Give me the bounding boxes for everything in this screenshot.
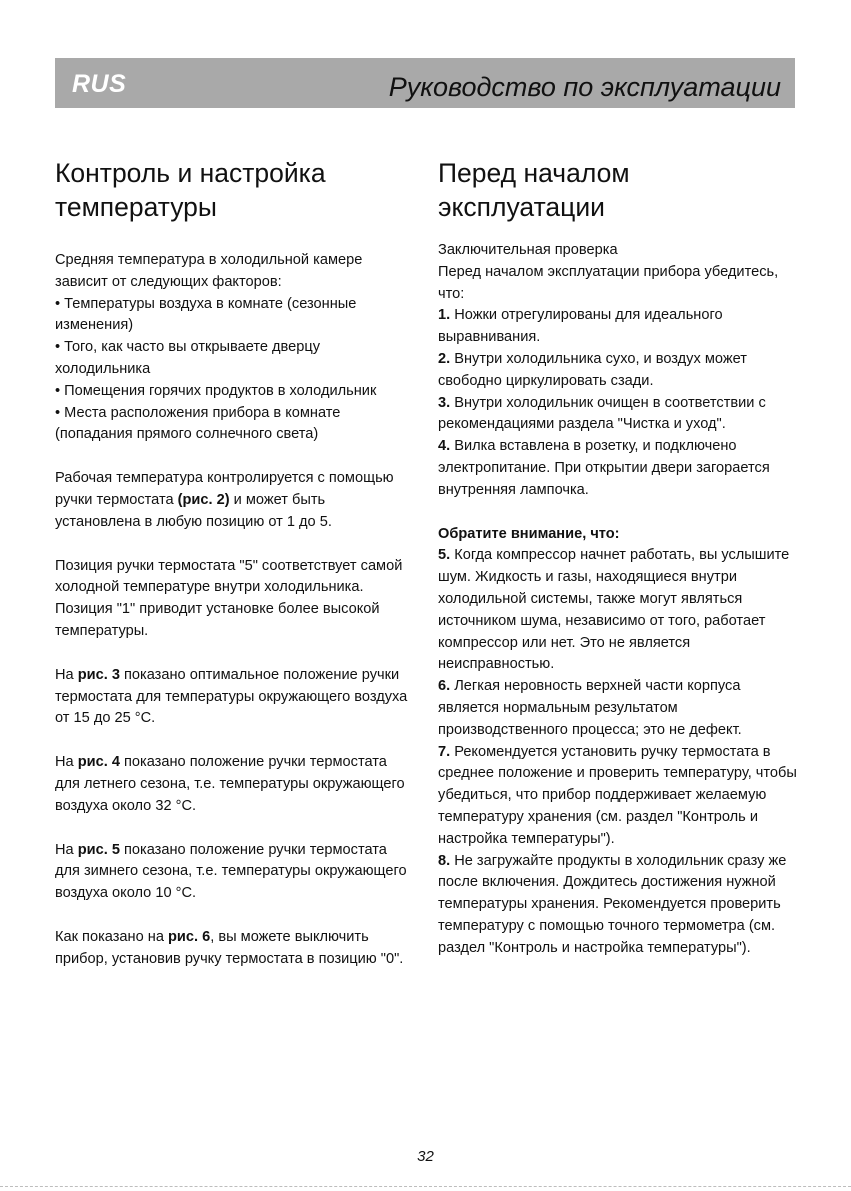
factor-item: • Температуры воздуха в комнате (сезонные изменения) bbox=[55, 295, 357, 334]
figure-reference: рис. 5 bbox=[77, 841, 120, 858]
note-item: 6. Легкая неровность верхней части корпуса является нормальным результатом производственного процесса; это не дефект. bbox=[438, 678, 742, 738]
left-column bbox=[55, 156, 413, 971]
paragraph-positions: Позиция ручки термостата "5" соответствует самой холодной температуре внутри холодильника. Позиция "1" приводит установке более высокой температуры. bbox=[55, 557, 403, 639]
factor-item: • Того, как часто вы открываете дверцу холодильника bbox=[55, 339, 321, 377]
section-title-temperature: Контроль и настройка температуры bbox=[55, 158, 326, 222]
right-column bbox=[438, 156, 798, 960]
factor-item: • Места расположения прибора в комнате (попадания прямого солнечного света) bbox=[55, 404, 341, 443]
paragraph-regulation: Рабочая температура контролируется с помощью ручки термостата (рис. 2) и может быть установлена в любую позицию от 1 до 5. bbox=[55, 470, 394, 530]
manual-title: Руководство по эксплуатации bbox=[388, 72, 781, 102]
note-title: Обратите внимание, что: bbox=[438, 525, 620, 542]
paragraph-fig3: На рис. 3 показано оптимальное положение ручки термостата для температуры окружающего воздуха от 15 до 25 °C. bbox=[55, 666, 408, 727]
bottom-divider bbox=[0, 1186, 851, 1187]
check-item: 1. Ножки отрегулированы для идеального выравнивания. bbox=[438, 307, 723, 346]
paragraph-fig6: Как показано на рис. 6, вы можете выключить прибор, установив ручку термостата в позицию "0". bbox=[55, 928, 404, 967]
section-title-before-use: Перед началом эксплуатации bbox=[438, 158, 630, 222]
checks-intro: Перед началом эксплуатации прибора убедитесь, что: bbox=[438, 263, 779, 302]
factor-item: • Помещения горячих продуктов в холодильник bbox=[55, 382, 377, 399]
page-number: 32 bbox=[417, 1148, 434, 1165]
note-item: 8. Не загружайте продукты в холодильник сразу же после включения. Дождитесь достижения нужной температуры хранения. Рекомендуется проверить температуру с помощью точного термометра (см. раздел "Контроль и настройка температуры"). bbox=[438, 852, 787, 956]
check-item: 3. Внутри холодильник очищен в соответствии с рекомендациями раздела "Чистка и уход". bbox=[438, 394, 766, 433]
note-item: 5. Когда компрессор начнет работать, вы услышите шум. Жидкость и газы, находящиеся внутри холодильной системы, также могут являться источником шума, независимо от того, работает компрессор или нет. Это не является неисправностью. bbox=[438, 547, 790, 673]
figure-reference: рис. 3 bbox=[77, 666, 120, 683]
header-bar bbox=[55, 58, 795, 108]
paragraph-fig5: На рис. 5 показано положение ручки термостата для зимнего сезона, т.е. температуры окружающего воздуха около 10 °C. bbox=[55, 841, 407, 902]
factors-intro: Средняя температура в холодильной камере зависит от следующих факторов: bbox=[55, 252, 363, 290]
figure-reference: (рис. 2) bbox=[177, 491, 230, 508]
note-item: 7. Рекомендуется установить ручку термостата в среднее положение и проверить температуру, чтобы убедиться, что прибор поддерживает желаемую температуру хранения (см. раздел "Контроль и настройка температуры"). bbox=[438, 743, 797, 847]
final-check-subtitle: Заключительная проверка bbox=[438, 242, 618, 258]
language-label: RUS bbox=[72, 70, 127, 98]
figure-reference: рис. 6 bbox=[168, 928, 211, 945]
figure-reference: рис. 4 bbox=[77, 754, 120, 771]
paragraph-fig4: На рис. 4 показано положение ручки термостата для летнего сезона, т.е. температуры окружающего воздуха около 32 °C. bbox=[55, 754, 405, 814]
check-item: 2. Внутри холодильника сухо, и воздух может свободно циркулировать сзади. bbox=[438, 350, 747, 389]
check-item: 4. Вилка вставлена в розетку, и подключено электропитание. При открытии двери загорается внутренняя лампочка. bbox=[438, 438, 770, 498]
